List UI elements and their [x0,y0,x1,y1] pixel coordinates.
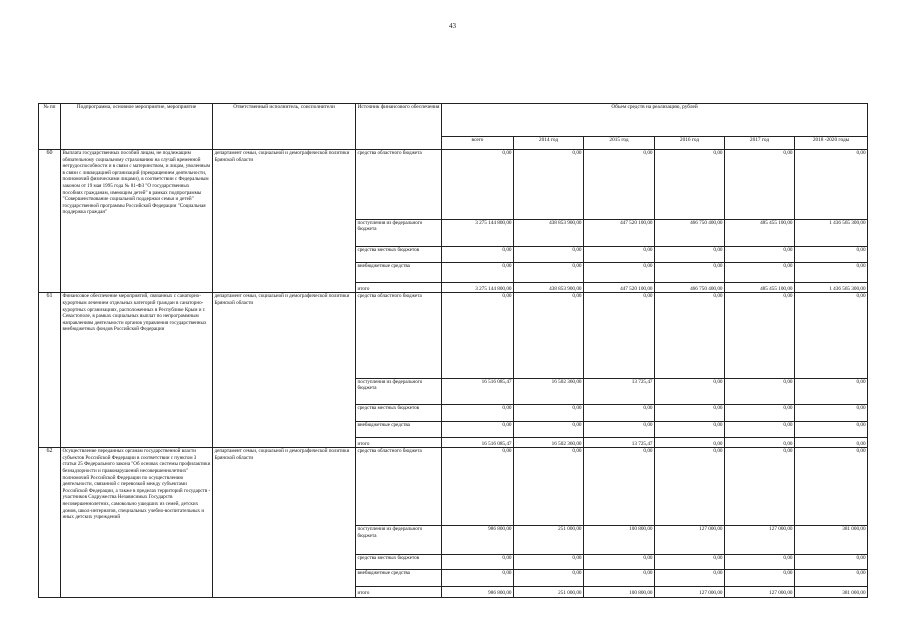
amount-cell: 485 455 100,00 [725,283,795,293]
amount-cell: 0,00 [514,246,584,263]
header-subprogram: Подпрограмма, основное мероприятие, мероприятие [61,104,213,150]
responsible-executor: департамент семьи, социальной и демографической политики Брянской области [213,293,356,448]
amount-cell: 0,00 [514,448,584,526]
amount-cell: 0,00 [655,293,725,378]
amount-cell: 485 455 100,00 [725,219,795,246]
activity-description: Выплата государственных пособий лицам, не подлежащим обязательному социальному страхованию на случай временной нетрудоспособности и в связи с материнством, и лицам, уволенным в связи с ликвидацией организаций (прекращением деятельности, полномочий физическими лицами), в соответствии с Федеральным законом от 19 мая 1995 года № 81-ФЗ "О государственных пособиях гражданам, имеющим детей" в рамках подпрограммы "Совершенствование социальной поддержки семьи и детей" государственной программы Российской Федерации "Социальная поддержка граждан" [61,150,213,293]
amount-cell: 0,00 [584,448,655,526]
funding-table [38,103,868,598]
amount-cell: 0,00 [725,263,795,283]
amount-cell: 0,00 [725,150,795,220]
header-year: 2014 год [514,137,584,150]
amount-cell: 100 800,00 [584,526,655,555]
funding-source: итого [356,587,442,598]
amount-cell: 16 516 085,47 [442,378,514,404]
amount-cell: 438 853 900,00 [514,219,584,246]
amount-cell: 466 750 400,00 [655,219,725,246]
amount-cell: 1 436 565 300,00 [795,283,868,293]
amount-cell: 0,00 [514,263,584,283]
amount-cell: 0,00 [442,293,514,378]
amount-cell: 0,00 [655,263,725,283]
funding-source: средства областного бюджета [356,293,442,378]
amount-cell: 0,00 [725,448,795,526]
funding-source: поступления из федерального бюджета [356,219,442,246]
amount-cell: 0,00 [514,293,584,378]
amount-cell: 251 000,00 [514,587,584,598]
responsible-executor: департамент семьи, социальной и демографической политики Брянской области [213,448,356,598]
amount-cell: 0,00 [655,378,725,404]
amount-cell: 0,00 [795,404,868,422]
amount-cell: 0,00 [514,555,584,570]
funding-source: внебюджетные средства [356,422,442,438]
funding-source: поступления из федерального бюджета [356,526,442,555]
amount-cell: 381 000,00 [795,587,868,598]
amount-cell: 438 853 900,00 [514,283,584,293]
amount-cell: 0,00 [514,150,584,220]
amount-cell: 13 725,47 [584,378,655,404]
amount-cell: 0,00 [584,404,655,422]
amount-cell: 0,00 [442,404,514,422]
amount-cell: 0,00 [442,422,514,438]
responsible-executor: департамент семьи, социальной и демографической политики Брянской области [213,150,356,293]
amount-cell: 0,00 [725,246,795,263]
amount-cell: 466 750 400,00 [655,283,725,293]
page-number: 43 [449,22,456,30]
amount-cell: 0,00 [795,448,868,526]
amount-cell: 0,00 [795,263,868,283]
amount-cell: 127 000,00 [725,526,795,555]
funding-source: внебюджетные средства [356,569,442,587]
amount-cell: 0,00 [442,448,514,526]
amount-cell: 0,00 [442,263,514,283]
amount-cell: 0,00 [584,150,655,220]
amount-cell: 0,00 [442,569,514,587]
amount-cell: 0,00 [795,422,868,438]
amount-cell: 0,00 [584,422,655,438]
amount-cell: 381 000,00 [795,526,868,555]
amount-cell: 986 800,00 [442,587,514,598]
header-funding: Объем средств на реализацию, рублей [442,104,868,137]
table-row [39,150,868,220]
header-source: Источник финансового обеспечения [356,104,442,150]
header-year: 2017 год [725,137,795,150]
amount-cell: 16 502 360,00 [514,437,584,447]
table-body [39,150,868,598]
amount-cell: 251 000,00 [514,526,584,555]
amount-cell: 447 520 100,00 [584,283,655,293]
amount-cell: 0,00 [725,437,795,447]
header-year: всего [442,137,514,150]
amount-cell: 0,00 [795,437,868,447]
amount-cell: 0,00 [655,246,725,263]
funding-source: поступления из федерального бюджета [356,378,442,404]
amount-cell: 3 275 144 800,00 [442,283,514,293]
funding-source: итого [356,283,442,293]
amount-cell: 986 800,00 [442,526,514,555]
amount-cell: 0,00 [584,569,655,587]
activity-description: Осуществление переданных органам государственной власти субъектов Российской Федерации в соответствии с пунктом 3 статьи 25 Федерального закона "Об основах системы профилактики безнадзорности и правонарушений несовершеннолетних" полномочий Российской Федерации по осуществлению деятельности, связанной с перевозкой между субъектами Российской Федерации, а также в пределах территорий государств - участников Содружества Независимых Государств несовершеннолетних, самовольно ушедших из семей, детских домов, школ-интернатов, специальных учебно-воспитательных и иных детских учреждений [61,448,213,598]
amount-cell: 0,00 [584,263,655,283]
table-row [39,448,868,526]
amount-cell: 0,00 [514,569,584,587]
funding-source: средства областного бюджета [356,448,442,526]
row-number: 62 [39,448,61,598]
amount-cell: 0,00 [655,569,725,587]
amount-cell: 0,00 [655,404,725,422]
row-number: 60 [39,150,61,293]
amount-cell: 0,00 [725,293,795,378]
amount-cell: 127 000,00 [655,587,725,598]
funding-source: средства местных бюджетов [356,555,442,570]
amount-cell: 0,00 [795,569,868,587]
activity-description: Финансовое обеспечение мероприятий, связанных с санаторно-курортным лечением отдельных категорий граждан в санаторно-курортных организациях, расположенных в Республике Крым и г. Севастополе, в рамках социальных выплат по непрограммным направлениям деятельности органов управления государственных внебюджетных фондов Российской Федерации [61,293,213,448]
amount-cell: 16 502 360,00 [514,378,584,404]
amount-cell: 0,00 [655,437,725,447]
amount-cell: 127 000,00 [725,587,795,598]
amount-cell: 3 275 144 800,00 [442,219,514,246]
amount-cell: 0,00 [514,422,584,438]
row-number: 61 [39,293,61,448]
funding-source: средства областного бюджета [356,150,442,220]
header-executor: Ответственный исполнитель, соисполнители [213,104,356,150]
amount-cell: 0,00 [514,404,584,422]
amount-cell: 0,00 [442,246,514,263]
amount-cell: 0,00 [442,150,514,220]
amount-cell: 0,00 [795,378,868,404]
funding-source: итого [356,437,442,447]
amount-cell: 13 725,47 [584,437,655,447]
amount-cell: 0,00 [442,555,514,570]
amount-cell: 0,00 [655,448,725,526]
amount-cell: 0,00 [725,378,795,404]
amount-cell: 0,00 [584,293,655,378]
amount-cell: 447 520 100,00 [584,219,655,246]
amount-cell: 0,00 [795,293,868,378]
table-row [39,293,868,378]
funding-source: средства местных бюджетов [356,404,442,422]
amount-cell: 100 800,00 [584,587,655,598]
amount-cell: 0,00 [655,150,725,220]
funding-source: средства местных бюджетов [356,246,442,263]
amount-cell: 0,00 [655,555,725,570]
amount-cell: 0,00 [584,555,655,570]
amount-cell: 0,00 [795,246,868,263]
amount-cell: 0,00 [725,555,795,570]
funding-source: внебюджетные средства [356,263,442,283]
amount-cell: 127 000,00 [655,526,725,555]
amount-cell: 0,00 [655,422,725,438]
amount-cell: 0,00 [725,404,795,422]
amount-cell: 0,00 [584,246,655,263]
amount-cell: 0,00 [795,555,868,570]
amount-cell: 0,00 [725,569,795,587]
header-num: № пп [39,104,61,150]
header-year: 2018 -2020 годы [795,137,868,150]
amount-cell: 16 516 085,47 [442,437,514,447]
amount-cell: 1 436 565 300,00 [795,219,868,246]
amount-cell: 0,00 [725,422,795,438]
amount-cell: 0,00 [795,150,868,220]
header-year: 2015 год [584,137,655,150]
header-year: 2016 год [655,137,725,150]
